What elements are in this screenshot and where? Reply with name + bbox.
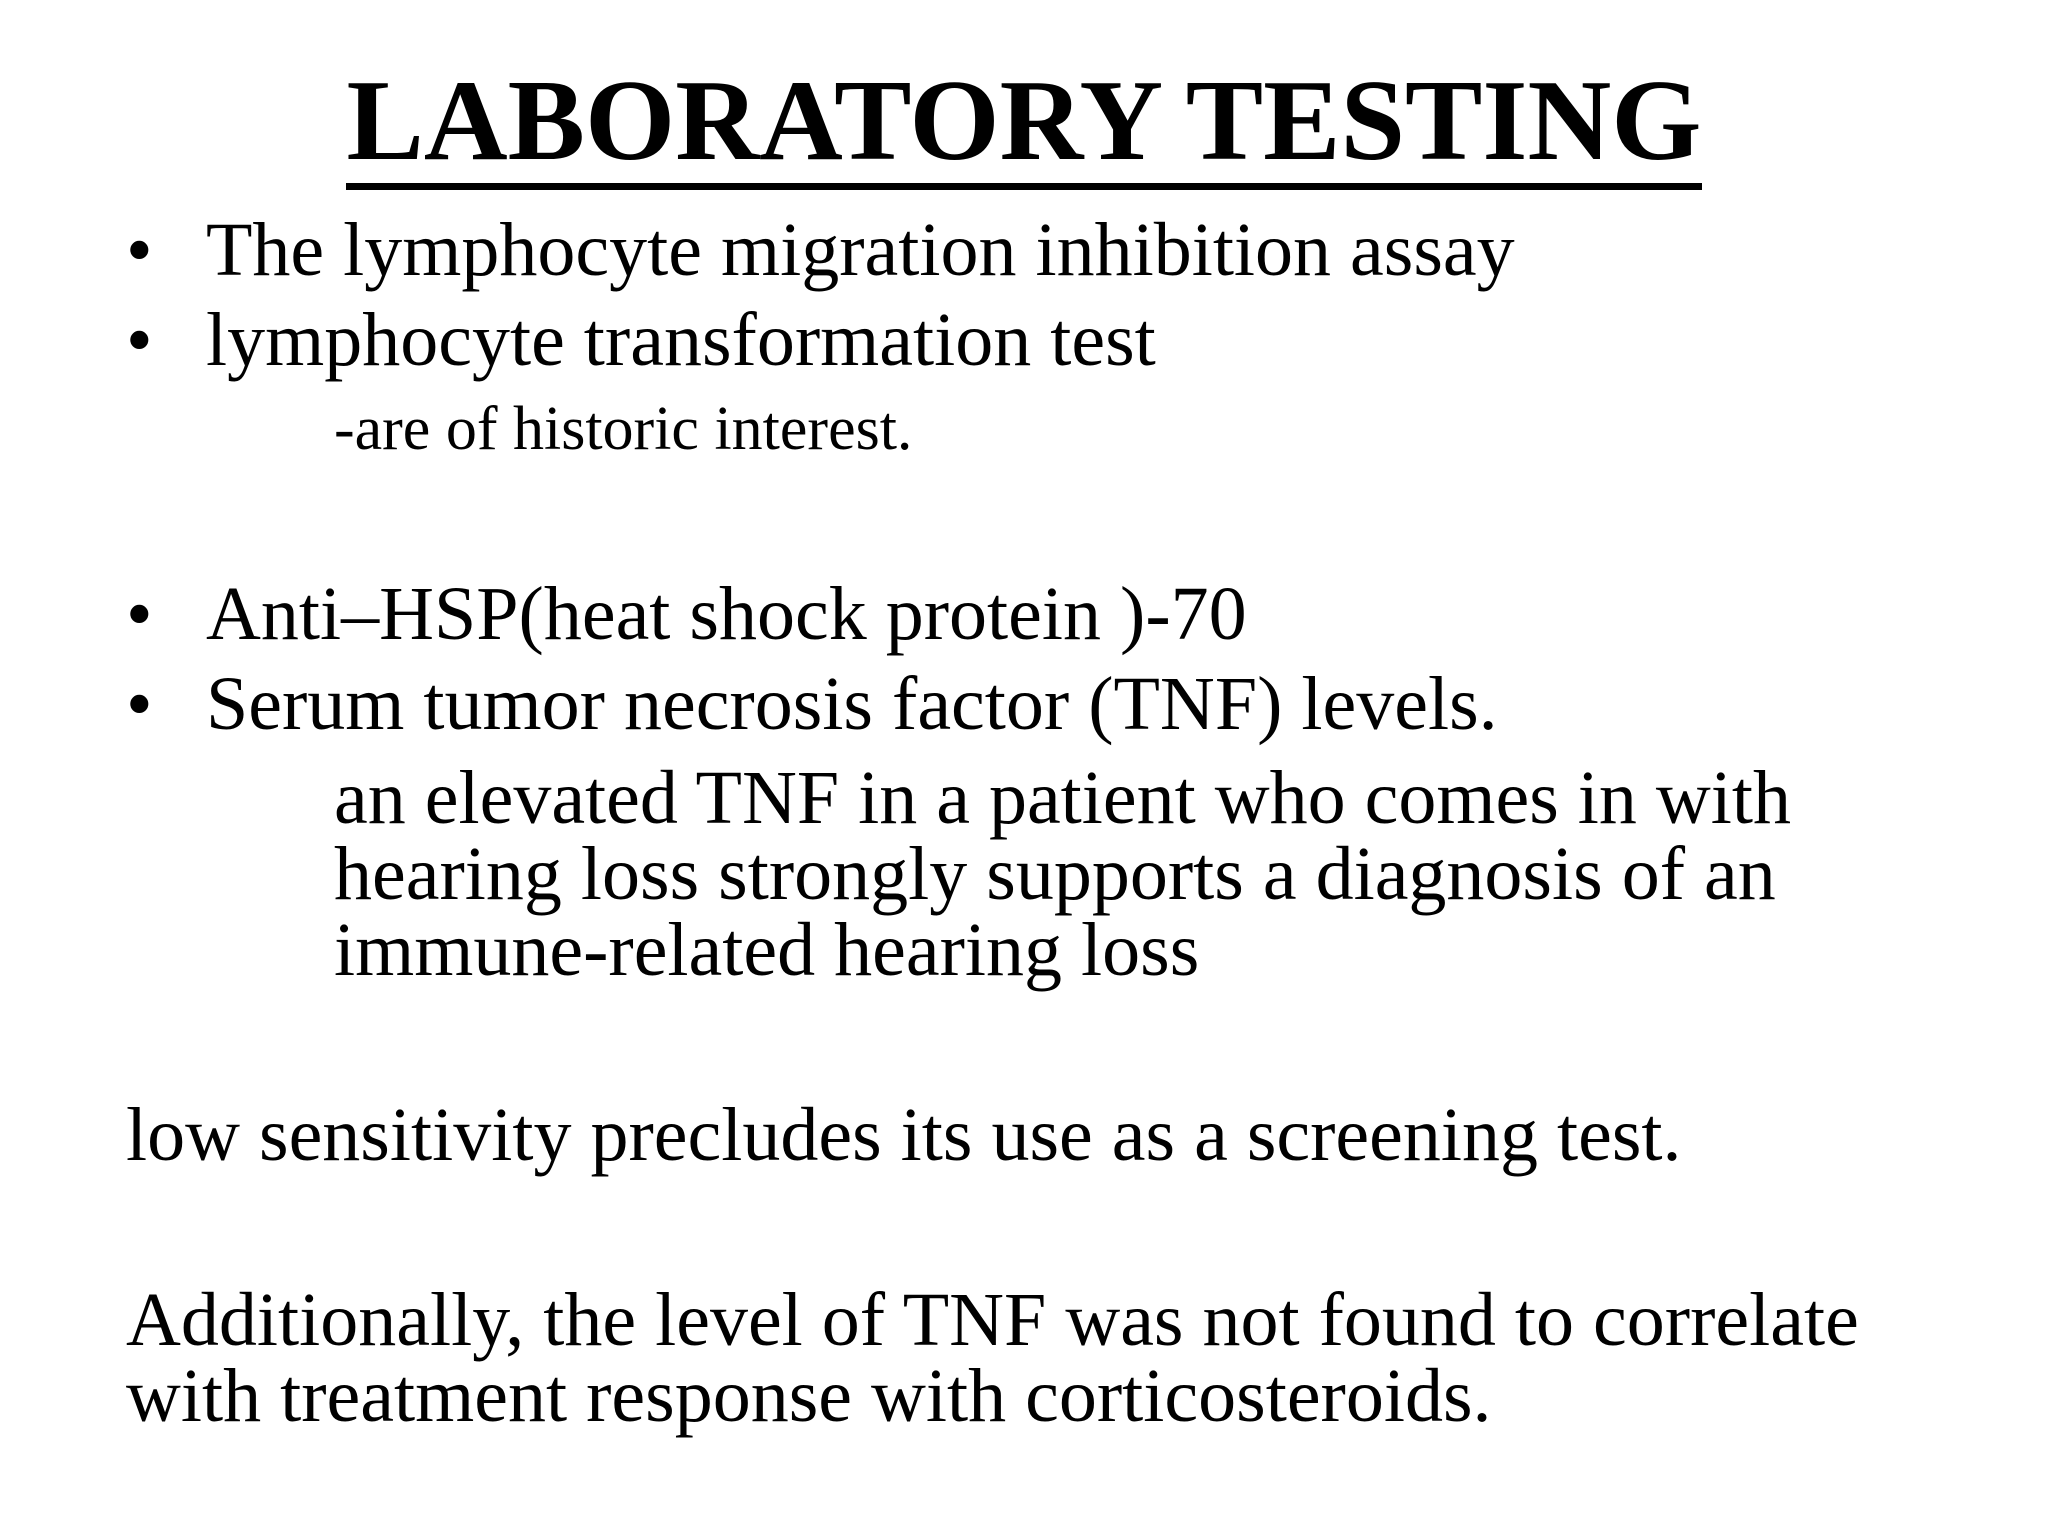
tnf-note: an elevated TNF in a patient who comes in with hearing loss strongly supports a diagnosis of an immune-related hearing loss <box>334 756 1792 992</box>
bullet-item: Anti–HSP(heat shock protein )-70 <box>206 572 1247 656</box>
historic-note: -are of historic interest. <box>334 395 913 463</box>
bullet-marker: • <box>126 662 153 746</box>
additionally-paragraph: Additionally, the level of TNF was not found to correlate with treatment response with corticosteroids. <box>126 1278 1859 1438</box>
bullet-item: Serum tumor necrosis factor (TNF) levels. <box>206 662 1498 746</box>
sensitivity-paragraph: low sensitivity precludes its use as a screening test. <box>126 1093 1682 1177</box>
bullet-marker: • <box>126 208 153 292</box>
bullet-marker: • <box>126 572 153 656</box>
slide-title-text: LABORATORY TESTING <box>346 61 1701 190</box>
slide-title <box>0 58 2048 190</box>
bullet-item: The lymphocyte migration inhibition assay <box>206 208 1515 292</box>
bullet-item: lymphocyte transformation test <box>206 298 1156 382</box>
bullet-marker: • <box>126 298 153 382</box>
